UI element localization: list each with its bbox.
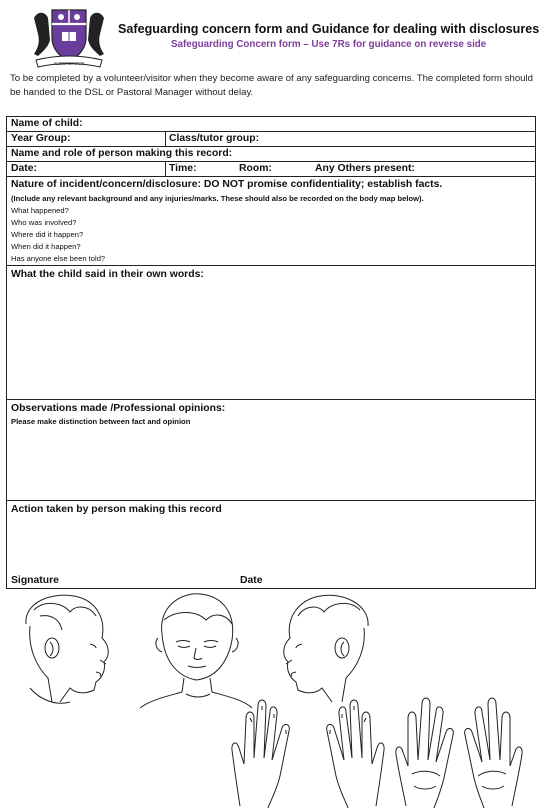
row-name-role[interactable] xyxy=(7,147,535,162)
question-who: Who was involved? xyxy=(11,218,77,227)
row-child-words[interactable] xyxy=(7,266,535,400)
form-title: Safeguarding concern form and Guidance for dealing with disclosures xyxy=(118,22,540,36)
question-what: What happened? xyxy=(11,206,69,215)
row-nature-of-incident[interactable] xyxy=(7,177,535,266)
time-label: Time: xyxy=(169,163,197,174)
intro-text: To be completed by a volunteer/visitor when they become aware of any safeguarding concerns. The completed form should be handed to the DSL or Pastoral Manager without delay. xyxy=(10,73,533,98)
hand-palm-right-illustration xyxy=(465,698,522,808)
name-of-child-label: Name of child: xyxy=(11,118,83,129)
nature-note: (Include any relevant background and any injuries/marks. These should also be recorded on the body map below). xyxy=(11,194,424,203)
body-map-illustrations xyxy=(0,590,544,811)
date-label: Date: xyxy=(11,163,37,174)
form-subtitle: Safeguarding Concern form – Use 7Rs for guidance on reverse side xyxy=(171,39,487,50)
row-action-taken[interactable] xyxy=(7,501,535,589)
question-where: Where did it happen? xyxy=(11,230,84,239)
hand-back-left-illustration xyxy=(232,700,289,808)
signature-label: Signature xyxy=(11,575,59,586)
hand-back-right-illustration xyxy=(327,700,384,808)
year-group-label: Year Group: xyxy=(11,133,71,144)
action-label: Action taken by person making this record xyxy=(11,504,222,515)
row-year-class xyxy=(7,132,535,147)
name-role-label: Name and role of person making this record: xyxy=(11,148,233,159)
hand-palm-left-illustration xyxy=(396,698,453,808)
head-front-shoulders-illustration xyxy=(140,594,252,708)
observations-note: Please make distinction between fact and opinion xyxy=(11,417,191,426)
class-group-label: Class/tutor group: xyxy=(169,133,260,144)
column-divider xyxy=(165,162,166,176)
head-profile-left-illustration xyxy=(26,595,108,703)
column-divider xyxy=(165,132,166,146)
head-profile-right-illustration xyxy=(284,595,368,702)
room-label: Room: xyxy=(239,163,272,174)
nature-label: Nature of incident/concern/disclosure: DO NOT promise confidentiality; establish facts. xyxy=(11,179,443,190)
crest-motto: ALDERBROOK xyxy=(53,61,85,66)
others-present-label: Any Others present: xyxy=(315,163,415,174)
question-when: When did it happen? xyxy=(11,242,81,251)
observations-label: Observations made /Professional opinions: xyxy=(11,403,226,414)
school-crest-logo xyxy=(30,4,108,70)
date-signature-label: Date xyxy=(240,575,263,586)
row-date-time xyxy=(7,162,535,177)
row-observations[interactable] xyxy=(7,400,535,501)
row-name-of-child[interactable] xyxy=(7,117,535,132)
child-words-label: What the child said in their own words: xyxy=(11,269,204,280)
question-anyone-told: Has anyone else been told? xyxy=(11,254,106,263)
concern-form-table xyxy=(6,116,536,589)
